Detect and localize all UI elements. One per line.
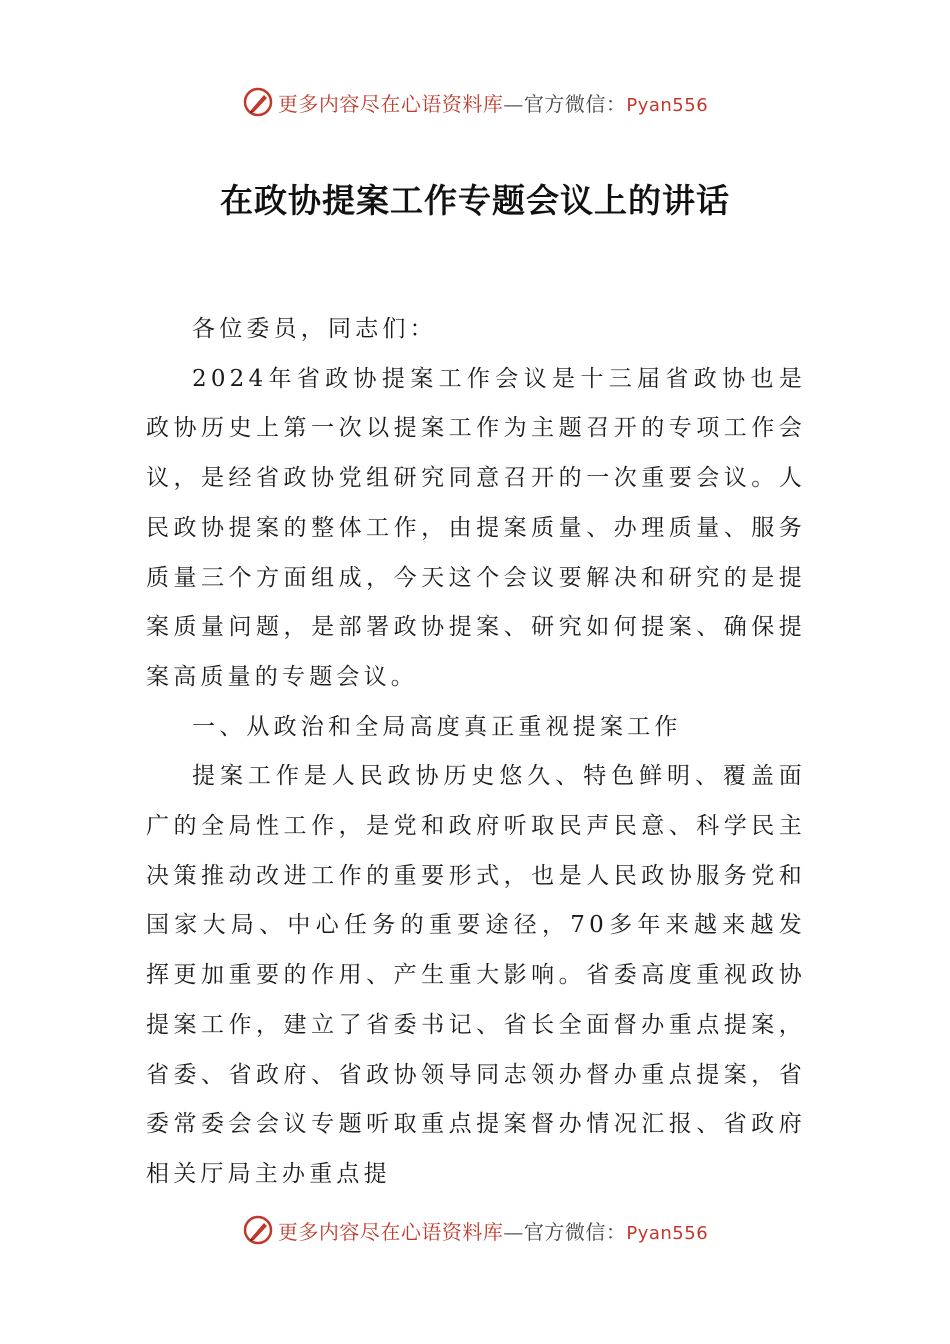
banner-separator: —: [503, 91, 524, 116]
banner-wechat-label: 官方微信：: [523, 1219, 627, 1244]
footer-watermark-banner: [0, 1210, 950, 1250]
paragraph: 2024年省政协提案工作会议是十三届省政协也是政协历史上第一次以提案工作为主题召开的专项工作会议，是经省政协党组研究同意召开的一次重要会议。人民政协提案的整体工作，由提案质量、办理质量、服务质量三个方面组成，今天这个会议要解决和研究的是提案质量问题，是部署政协提案、研究如何提案、确保提案高质量的专题会议。: [146, 365, 806, 690]
banner-wechat-id: Pyan556: [626, 1222, 709, 1244]
paragraph: 提案工作是人民政协历史悠久、特色鲜明、覆盖面广的全局性工作，是党和政府听取民声民意、科学民主决策推动改进工作的重要形式，也是人民政协服务党和国家大局、中心任务的重要途径，70多年来越来越发挥更加重要的作用、产生重大影响。省委高度重视政协提案工作，建立了省委书记、省长全面督办重点提案，省委、省政府、省政协领导同志领办督办重点提案，省委常委会会议专题听取重点提案督办情况汇报、省政府相关厅局主办重点提: [146, 763, 806, 1187]
banner-wechat-label: 官方微信：: [523, 91, 627, 116]
pen-circle-logo-icon: [242, 86, 274, 118]
header-watermark-banner: [0, 82, 950, 122]
document-body: [146, 305, 806, 1200]
section-heading: 一、从政治和全局高度真正重视提案工作: [192, 713, 682, 740]
document-title: 在政协提案工作专题会议上的讲话: [220, 181, 730, 220]
pen-circle-logo-icon: [242, 1214, 274, 1246]
banner-wechat-id: Pyan556: [626, 94, 709, 116]
banner-main-text: 更多内容尽在心语资料库: [277, 1219, 504, 1244]
banner-main-text: 更多内容尽在心语资料库: [277, 91, 504, 116]
salutation: 各位委员，同志们：: [192, 316, 437, 342]
banner-separator: —: [503, 1219, 524, 1244]
